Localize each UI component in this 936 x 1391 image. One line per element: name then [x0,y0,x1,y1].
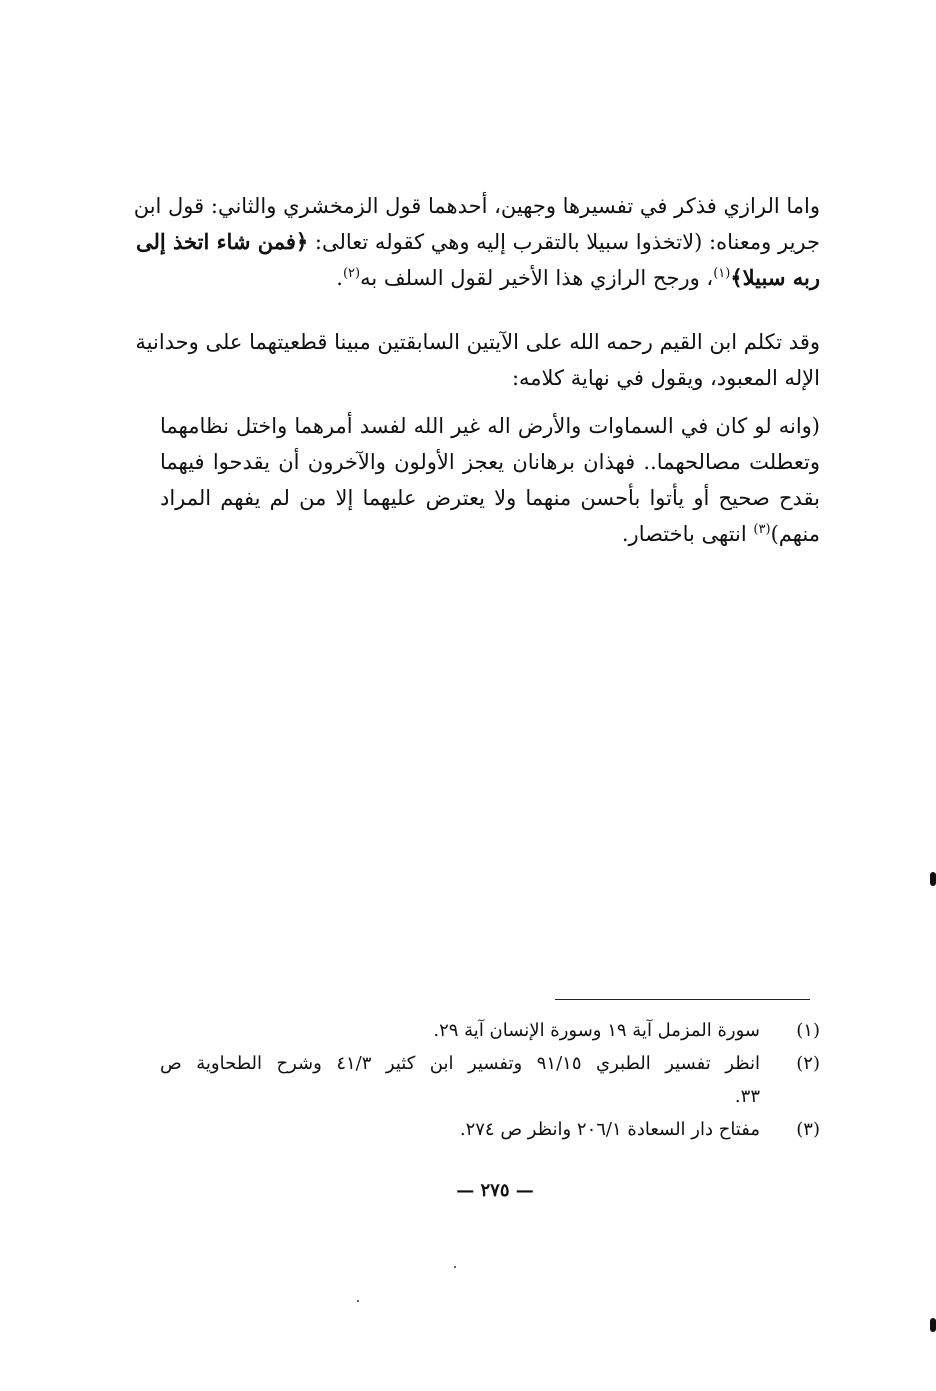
scan-edge-mark [930,872,936,886]
page-number: — ٢٧٥ — [456,1180,534,1201]
footnote-text [160,1113,760,1146]
paragraph-quotation [160,408,820,552]
line-text: جرير ومعناه: (لاتخذوا سبيلا بالتقرب إليه وهي كقوله تعالى: [308,230,820,254]
footnote-ref: (٢) [342,266,361,281]
quran-quote: ﴿فمن شاء اتخذ إلى [135,229,309,254]
paragraph-ibn-qayyim [135,324,820,396]
scan-edge-mark [930,1318,936,1332]
footnote-number: (٢) [796,1053,820,1074]
paragraph-line: الإله المعبود، ويقول في نهاية كلامه: [511,366,820,390]
paragraph-line [160,260,820,296]
footnote-item [160,1014,820,1047]
line-text: انتهى باختصار. [621,522,754,546]
paragraph-line [160,516,820,552]
scan-speck [357,1300,359,1302]
line-text: منهم) [770,522,820,546]
line-text: ، ورجح الرازي هذا الأخير لقول السلف به [360,266,714,290]
paragraph-line [135,224,820,260]
footnote-number: (١) [796,1020,820,1041]
paragraph-line: وتعطلت مصالحهما.. فهذان برهانان يعجز الأولون والآخرون أن يقدحوا فيهما [160,450,820,474]
paragraph-razi [133,188,820,296]
footnote-line: ٣٣. [734,1086,760,1107]
footnote-line: سورة المزمل آية ١٩ وسورة الإنسان آية ٢٩. [433,1020,760,1041]
paragraph-line: واما الرازي فذكر في تفسيرها وجهين، أحدهما قول الزمخشري والثاني: قول ابن [133,194,820,218]
footnote-item [160,1113,820,1146]
footnote-text [160,1014,760,1047]
paragraph-line: بقدح صحيح أو يأتوا بأحسن منهما ولا يعترض عليهما إلا من لم يفهم المراد [160,486,820,510]
footnote-separator [555,999,810,1000]
quran-quote: ربه سبيلا﴾ [730,265,820,290]
footnote-number: (٣) [796,1119,820,1140]
footnotes [160,1014,820,1146]
footnote-line: مفتاح دار السعادة ٢٠٦/١ وانظر ص ٢٧٤. [459,1119,760,1140]
paragraph-line: وقد تكلم ابن القيم رحمه الله على الآيتين السابقتين مبينا قطعيتهما على وحدانية [135,330,820,354]
footnote-ref: (٣) [753,522,771,537]
paragraph-line: (وانه لو كان في السماوات والأرض اله غير الله لفسد أمرهما واختل نظامهما [160,414,820,438]
footnote-item [160,1047,820,1113]
footnote-ref: (١) [713,266,731,281]
line-text: . [336,266,343,290]
footnote-line: انظر تفسير الطبري ٩١/١٥ وتفسير ابن كثير ٤١/٣ وشرح الطحاوية ص [160,1053,760,1074]
scan-speck [454,1266,456,1268]
footnote-text [160,1047,760,1113]
